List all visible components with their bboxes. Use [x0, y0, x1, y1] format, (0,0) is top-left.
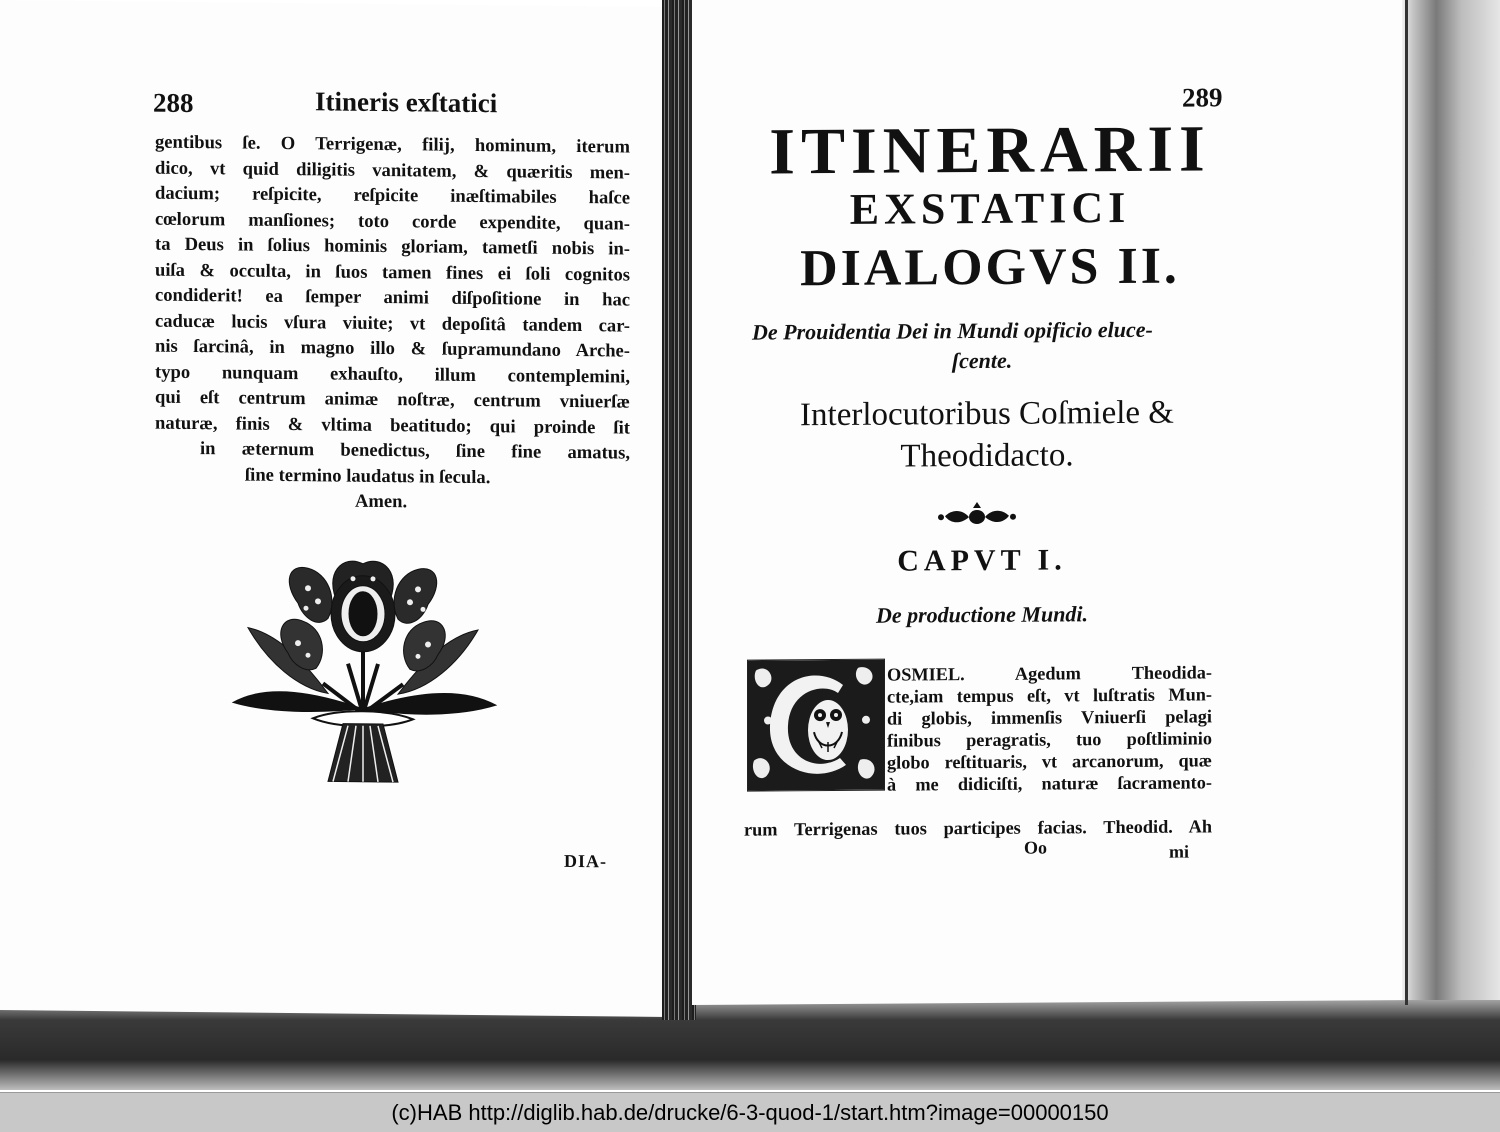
- text-line: Amen.: [355, 490, 408, 513]
- text-line: qui eſt centrum animæ noſtræ, centrum vniuerſæ: [155, 386, 630, 413]
- text-line: dico, vt quid diligitis vanitatem, & quæritis men-: [155, 157, 630, 184]
- interlocutors-line: Theodidacto.: [900, 437, 1074, 475]
- title-line-3: DIALOGVS II.: [800, 237, 1180, 298]
- text-line: gentibus ſe. O Terrigenæ, filij, hominum, iterum: [155, 131, 630, 158]
- text-line: ta Deus in ſolius hominis gloriam, tametſi nobis in-: [155, 233, 630, 260]
- text-line: OSMIEL. Agedum Theodida-: [887, 662, 1212, 685]
- text-line: cœlorum manſiones; toto corde expendite, quan-: [155, 208, 630, 235]
- text-line: finibus peragratis, tuo poſtliminio: [887, 728, 1212, 751]
- page-edge-shadow: [1402, 0, 1500, 1000]
- interlocutors: [752, 391, 1222, 478]
- text-line: globo reſtituaris, vt arcanorum, quæ: [887, 750, 1212, 773]
- body-text-full: [744, 815, 1212, 840]
- chapter-heading: CAPVT I.: [897, 543, 1067, 578]
- dialog-subtitle: [752, 314, 1212, 377]
- text-line: uiſa & occulta, in ſuos tamen fines ei ſoli cognitos: [155, 259, 630, 286]
- text-line: dacium; reſpicite, reſpicite inæſtimabiles haſce: [155, 182, 630, 209]
- text-line: di globis, immenſis Vniuerſi pelagi: [887, 706, 1212, 729]
- body-text: [887, 661, 1212, 795]
- text-line: typo nunquam exhauſto, illum contemplemini,: [155, 361, 630, 388]
- text-line: à me didiciſti, naturæ ſacramento-: [887, 772, 1212, 795]
- title-line-1: ITINERARII: [769, 112, 1211, 189]
- subtitle-line: ſcente.: [951, 347, 1013, 374]
- title-line-2: EXSTATICI: [849, 182, 1131, 234]
- right-page-number: 289: [1182, 82, 1223, 113]
- text-line: ſine termino laudatus in ſecula.: [245, 464, 491, 488]
- left-catchword: DIA-: [564, 850, 607, 872]
- signature-mark: Oo: [1024, 837, 1048, 858]
- text-line: cte,iam tempus eſt, vt luſtratis Mun-: [887, 684, 1212, 707]
- drop-cap: [747, 659, 885, 792]
- text-line: in æternum benedictus, ſine fine amatus,: [200, 438, 630, 464]
- text-line: condiderit! ea ſemper animi diſpoſitione in hac: [155, 284, 630, 311]
- left-running-head: Itineris exſtatici: [315, 86, 498, 119]
- ornament-icon: [937, 502, 1017, 533]
- left-page-number: 288: [153, 87, 194, 119]
- right-catchword: mi: [1169, 841, 1189, 862]
- book-gutter: [662, 0, 696, 1020]
- chapter-subtitle: De productione Mundi.: [875, 601, 1089, 628]
- left-page-text: [155, 130, 630, 517]
- flower-woodcut-icon: [228, 542, 498, 785]
- text-line: caducæ lucis vſura viuite; vt depoſitâ tandem car-: [155, 310, 630, 337]
- text-line: rum Terrigenas tuos participes facias. Theodid. Ah: [744, 816, 1212, 840]
- interlocutors-line: Interlocutoribus Coſmiele &: [800, 394, 1174, 434]
- left-page: [0, 0, 668, 1017]
- text-line: nis ſarcinâ, in magno illo & ſupramundano Arche-: [155, 335, 630, 362]
- right-page: [692, 0, 1412, 1005]
- owl-initial-icon: [748, 660, 884, 791]
- copyright-footer: (c)HAB http://diglib.hab.de/drucke/6-3-quod-1/start.htm?image=00000150: [0, 1092, 1500, 1132]
- page-edge: [1405, 0, 1408, 1005]
- subtitle-line: De Prouidentia Dei in Mundi opificio eluce-: [752, 316, 1153, 345]
- text-line: naturæ, finis & vltima beatitudo; qui proinde ſit: [155, 412, 630, 439]
